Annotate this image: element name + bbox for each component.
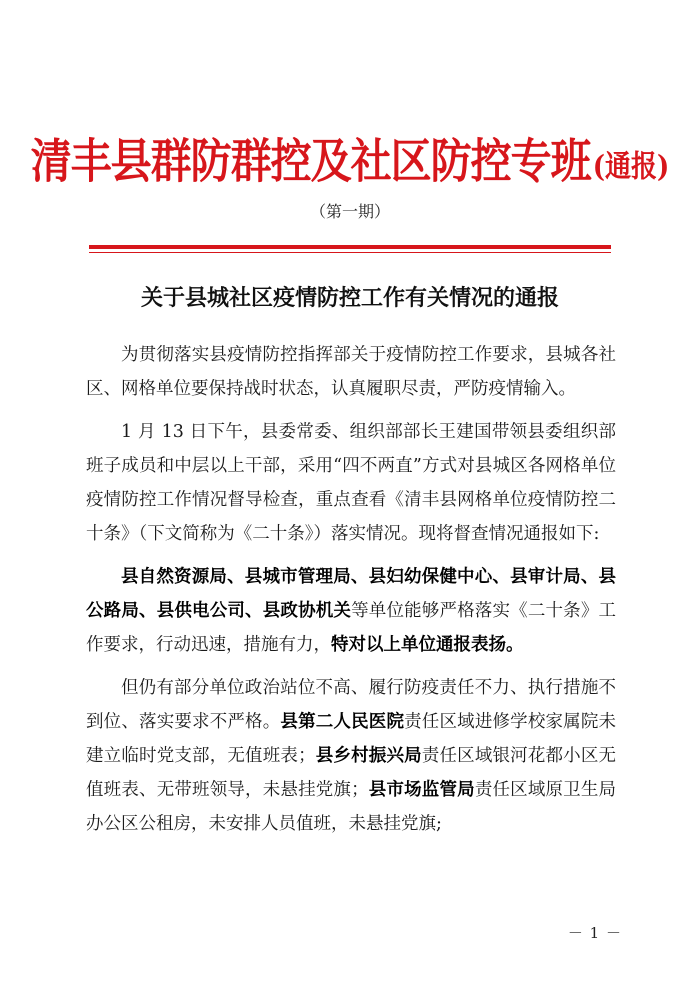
criticized-unit-3: 县市场监管局 [368,780,475,800]
page-number: － 1 － [567,924,622,942]
paragraph-1: 为贯彻落实县疫情防控指挥部关于疫情防控工作要求，县城各社区、网格单位要保持战时状态，认真履职尽责，严防疫情输入。 [86,345,616,399]
criticism-1: 责任区域进修学校家属院未建立临时党支部，无值班表； [86,712,617,766]
masthead-suffix: (通报) [592,150,670,185]
paragraph-2: 1 月 13 日下午，县委常委、组织部部长王建国带领县委组织部班子成员和中层以上干部，采用“四不两直”方式对县城区各网格单位疫情防控工作情况督导检查，重点查看《清丰县网格单位疫情防控二十条》（下文简称为《二十条》）落实情况。现将督查情况通报如下: [86,422,616,544]
criticism-3: 责任区域原卫生局办公区公租房，未安排人员值班，未悬挂党旗; [86,780,617,834]
masthead-title: 清丰县群防群控及社区防控专班 [30,133,591,190]
paragraph-3 [86,560,616,662]
commended-units: 县自然资源局、县城市管理局、县妇幼保健中心、县审计局、县公路局、县供电公司、县政协机关 [86,567,616,621]
issue-number: （第一期） [309,202,390,221]
red-divider-thick [89,245,611,249]
document-title: 关于县城社区疫情防控工作有关情况的通报 [140,285,559,311]
red-divider-thin [89,252,611,253]
paragraph-3-text: 等单位能够严格落实《二十条》工作要求，行动迅速，措施有力， [86,601,617,655]
document-body [86,338,616,850]
criticized-unit-1: 县第二人民医院 [280,712,405,732]
criticized-unit-2: 县乡村振兴局 [315,746,422,766]
paragraph-4-intro: 但仍有部分单位政治站位不高、履行防疫责任不力、执行措施不到位、落实要求不严格。 [86,678,616,732]
criticism-2: 责任区域银河花都小区无值班表、无带班领导，未悬挂党旗； [86,746,617,800]
commendation-statement: 特对以上单位通报表扬。 [331,635,524,655]
paragraph-4 [86,671,616,841]
masthead [0,128,700,190]
